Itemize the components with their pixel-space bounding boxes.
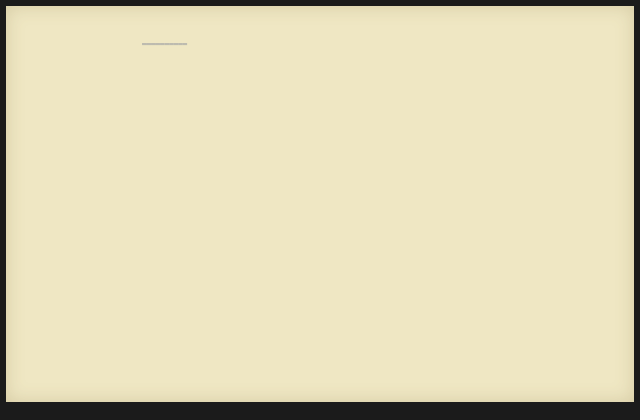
- document-page: [6, 6, 634, 402]
- faint-stamp: ▬▬▬▬▬▬▬▬▬▬: [142, 39, 188, 48]
